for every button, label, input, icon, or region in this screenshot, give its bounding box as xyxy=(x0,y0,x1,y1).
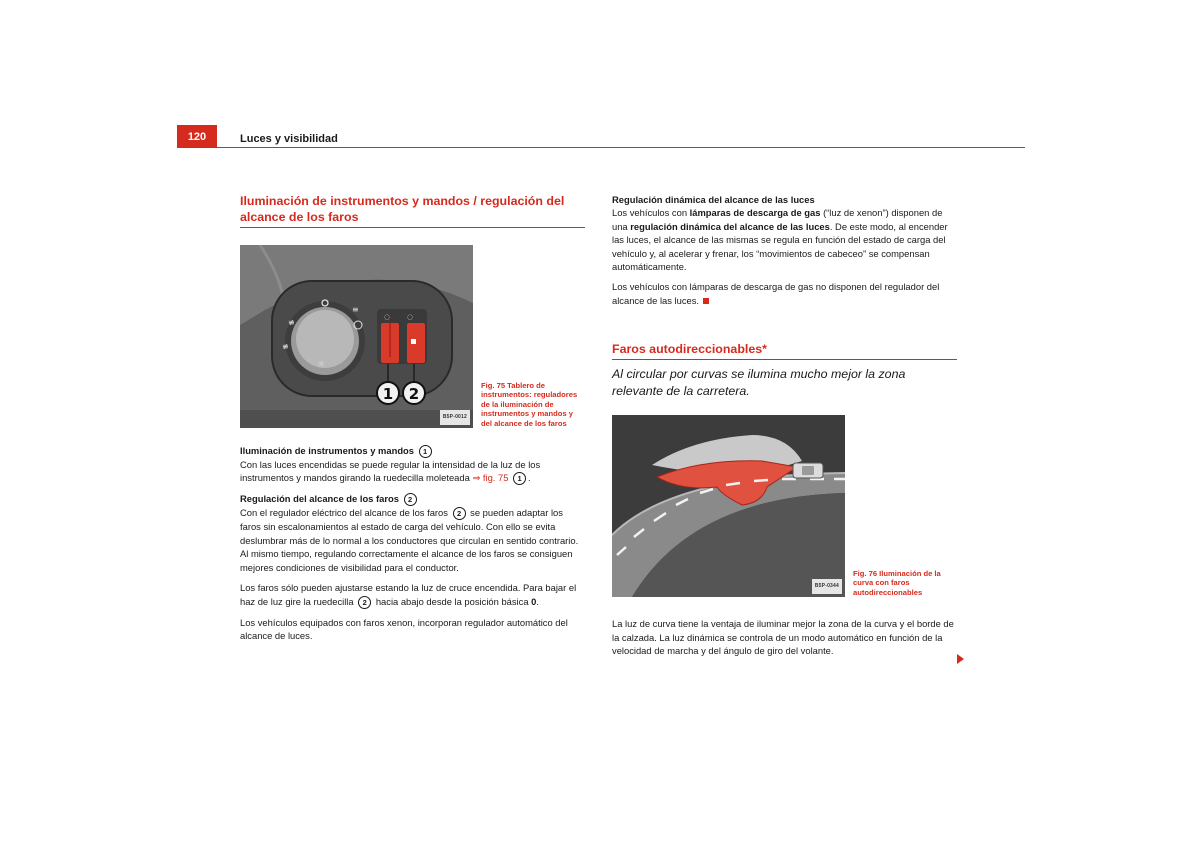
marker-2: 2 xyxy=(404,493,417,506)
paragraph-dynamic-1 xyxy=(612,206,957,273)
paragraph-range-2-end: . xyxy=(536,595,539,607)
continue-arrow-icon xyxy=(957,654,964,664)
svg-text:≢: ≢ xyxy=(282,342,289,351)
figure-76-code: B5P-0344 xyxy=(812,579,842,594)
paragraph-cornering: La luz de curva tiene la ventaja de iluminar mejor la zona de la curva y el borde de la calzada. La luz dinámica se controla de un modo automático en función de la velocidad de marcha y del ángulo de giro del volante. xyxy=(612,618,954,657)
base-position-value: 0 xyxy=(531,595,537,607)
figure-75-link[interactable]: ⇒ fig. 75 xyxy=(472,472,509,484)
cornering-light-illustration xyxy=(612,415,845,597)
paragraph-dynamic-1-bold2: regulación dinámica del alcance de las luces xyxy=(630,220,830,232)
figure-75-label-2: 2 xyxy=(408,385,420,403)
paragraph-range-1 xyxy=(240,506,585,574)
left-column xyxy=(240,193,585,649)
paragraph-instruments xyxy=(240,458,585,485)
paragraph-range-1-b: se pueden adaptar los faros sin escalonamientos al estado de carga del vehículo. Con ello se evita deslumbrar más de lo normal a los conductores que circulan en sentido contrario. Al mismo tiempo, regulando correctamente el alcance de los faros se consiguen mejores condiciones de visibilidad para el conductor. xyxy=(240,507,579,573)
figure-76-image xyxy=(612,415,845,597)
end-of-section-mark xyxy=(703,298,709,304)
paragraph-range-1-a: Con el regulador eléctrico del alcance de los faros xyxy=(240,507,448,519)
running-title: Luces y visibilidad xyxy=(240,133,338,145)
paragraph-dynamic-2-text: Los vehículos con lámparas de descarga de gas no disponen del regulador del alcance de las luces. xyxy=(612,281,940,306)
paragraph-instruments-text: Con las luces encendidas se puede regular la intensidad de la luz de los instrumentos y mandos girando la ruedecilla moleteada xyxy=(240,459,541,484)
paragraph-dynamic-2 xyxy=(612,280,957,307)
marker-2-inline: 2 xyxy=(453,507,466,520)
figure-75-caption: Fig. 75 Tablero de instrumentos: reguladores de la iluminación de instrumentos y mandos y del alcance de los faros xyxy=(481,380,578,428)
subsection-heading-range-text: Regulación del alcance de los faros xyxy=(240,493,399,505)
figure-75-label-1: 1 xyxy=(382,385,394,403)
right-column xyxy=(612,193,957,664)
figure-75-code: B5P-0012 xyxy=(440,410,470,425)
svg-text:☼: ☼ xyxy=(317,360,326,370)
paragraph-dynamic-1-a: Los vehículos con xyxy=(612,207,688,219)
paragraph-instruments-end: . xyxy=(528,472,531,484)
header-rule xyxy=(177,147,1025,148)
svg-text:≢: ≢ xyxy=(288,318,295,327)
paragraph-range-2-b: hacia abajo desde la posición básica xyxy=(375,595,529,607)
paragraph-range-2-a: Los faros sólo pueden ajustarse estando la luz de cruce encendida. Para bajar el haz de luz gire la ruedecilla xyxy=(240,582,577,607)
intro-cornering: Al circular por curvas se ilumina mucho mejor la zona relevante de la carretera. xyxy=(612,367,906,399)
svg-text:◌: ◌ xyxy=(407,313,414,321)
section-title-lighting: Iluminación de instrumentos y mandos / regulación del alcance de los faros xyxy=(240,193,585,228)
marker-1: 1 xyxy=(419,445,432,458)
paragraph-xenon: Los vehículos equipados con faros xenon, incorporan regulador automático del alcance de luces. xyxy=(240,616,568,641)
subsection-heading-range xyxy=(240,492,585,506)
dashboard-switch-illustration xyxy=(240,245,473,428)
paragraph-dynamic-1-c: . De este modo, al encender las luces, el alcance de las mismas se regula en función del estado de carga del vehículo y, al acelerar y frenar, los “movimientos de cabeceo” se compensan automáticamente. xyxy=(612,220,948,273)
marker-1-ref: 1 xyxy=(513,472,526,485)
page-number: 120 xyxy=(177,125,217,148)
figure-76 xyxy=(612,415,957,597)
subsection-heading-instruments xyxy=(240,444,585,458)
svg-text:◌: ◌ xyxy=(384,313,391,321)
figure-75 xyxy=(240,245,585,428)
subsection-heading-instruments-text: Iluminación de instrumentos y mandos xyxy=(240,445,414,456)
paragraph-dynamic-1-bold1: lámparas de descarga de gas xyxy=(689,207,821,219)
section-title-cornering: Faros autodireccionables* xyxy=(612,341,957,360)
dynamic-range-heading: Regulación dinámica del alcance de las luces xyxy=(612,194,815,205)
svg-text:≡: ≡ xyxy=(352,305,359,314)
marker-2-inline-b: 2 xyxy=(358,596,371,609)
paragraph-range-2 xyxy=(240,581,585,608)
paragraph-dynamic-1-b: (“luz de xenon”) disponen de una xyxy=(612,207,943,232)
figure-75-image xyxy=(240,245,473,428)
figure-76-caption: Fig. 76 Iluminación de la curva con faros autodireccionables xyxy=(853,568,941,597)
